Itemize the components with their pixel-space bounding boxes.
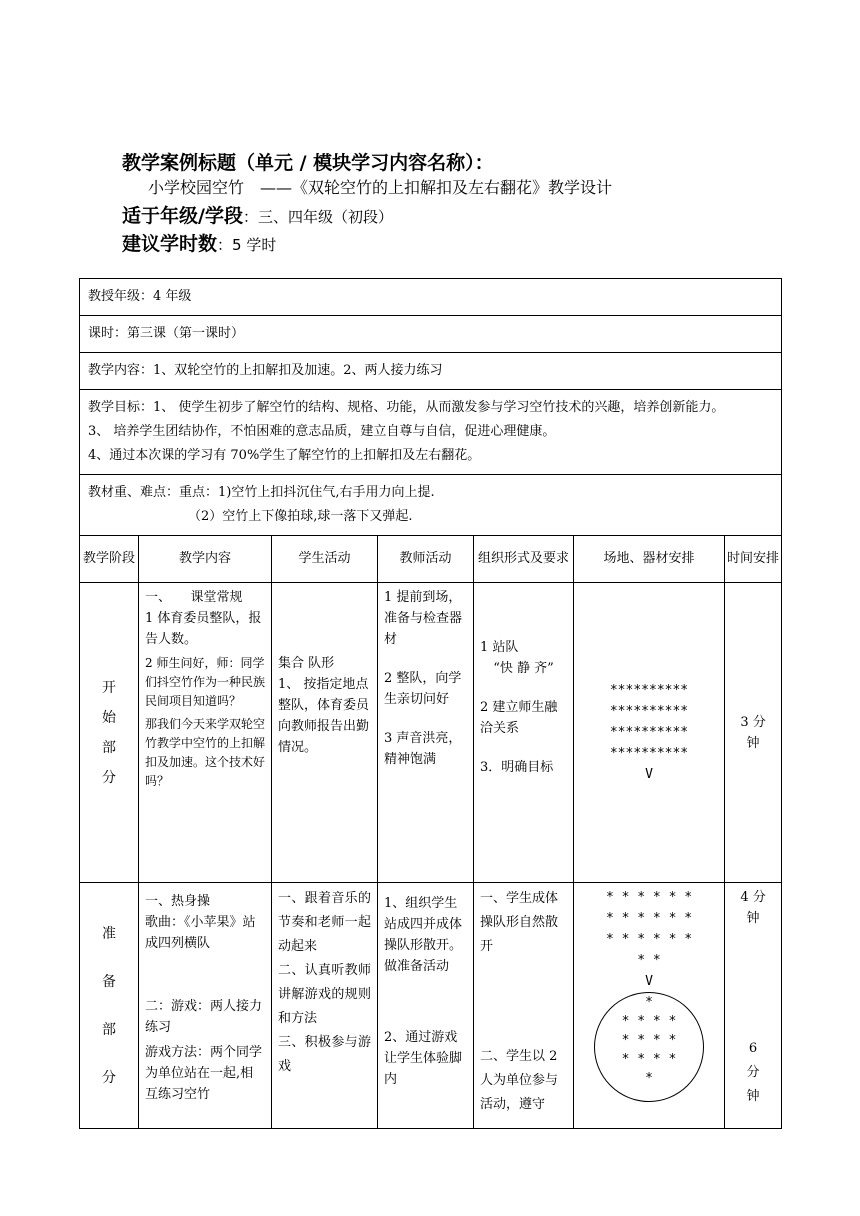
circle-stars: * * * * * * * * * * * * * *: [621, 995, 677, 1086]
teacher-cell: [378, 883, 474, 1129]
formation-row: * * * * * *: [605, 911, 693, 926]
student-cell: [272, 883, 378, 1129]
org-line: 2 建立师生融洽关系: [480, 700, 558, 736]
lesson-plan-table: [79, 278, 782, 1129]
content-cell: [139, 583, 272, 883]
hours-line: [122, 229, 276, 256]
content-line: 2 师生问好，师：同学们抖空竹作为一种民族民间项目知道吗？: [145, 656, 266, 708]
key-point-1: 教材重、难点：重点：1)空竹上扣抖沉住气,右手用力向上提.: [88, 485, 435, 500]
teacher-line: 1 提前到场，准备与检查器材: [384, 590, 463, 647]
time-game: 6 分钟: [746, 1041, 760, 1104]
teacher-line: 3 声音洪亮，精神饱满: [384, 731, 462, 767]
content-cell: [139, 883, 272, 1129]
table-row: [80, 583, 782, 883]
formation-row: * * * * * *: [605, 932, 693, 947]
content-row: 教学内容：1、双轮空竹的上扣解扣及加速。2、两人接力练习: [80, 353, 782, 390]
time-cell: [725, 883, 782, 1129]
org-line: 1 站队: [480, 640, 519, 655]
student-line: 三、积极参与游戏: [278, 1035, 371, 1074]
content-line: 歌曲：《小苹果》站成四列横队: [145, 915, 256, 951]
lesson-row: 课时：第三课（第一课时）: [80, 316, 782, 353]
formation-row: **********: [609, 725, 689, 740]
col-org: 组织形式及要求: [474, 536, 574, 583]
col-content: 教学内容: [139, 536, 272, 583]
grade-label: 适于年级/学段: [122, 205, 243, 227]
teach-grade-row: 教授年级：4 年级: [80, 279, 782, 316]
phase-prepare: 准备部分: [80, 883, 139, 1129]
goal-3: 3、 培养学生团结协作，不怕困难的意志品质，建立自尊与自信，促进心理健康。: [88, 424, 556, 439]
teacher-cell: [378, 583, 474, 883]
col-student: 学生活动: [272, 536, 378, 583]
hours-label: 建议学时数: [122, 233, 218, 255]
field-cell: [574, 883, 725, 1129]
grade-value: ：三、四年级（初段）: [242, 208, 393, 226]
student-cell: [272, 583, 378, 883]
student-line: 集合 队形: [278, 656, 335, 671]
teacher-line: 2 整队，向学生亲切问好: [384, 671, 462, 707]
time-warmup: 4 分钟: [740, 890, 766, 926]
case-title: 教学案例标题（单元 / 模块学习内容名称）：: [122, 152, 494, 174]
col-phase: 教学阶段: [80, 536, 139, 583]
org-cell: [474, 583, 574, 883]
key-points-row: [80, 475, 782, 536]
content-line: 1 体育委员整队，报告人数。: [145, 611, 262, 647]
org-cell: [474, 883, 574, 1129]
formation-row: **********: [609, 746, 689, 761]
teacher-line: 1、组织学生站成四并成体操队形散开。做准备活动: [384, 896, 463, 974]
goals-row: [80, 390, 782, 475]
col-field: 场地、器材安排: [574, 536, 725, 583]
content-line: 游戏方法：两个同学为单位站在一起,相互练习空竹: [145, 1045, 263, 1102]
grade-line: [122, 201, 393, 228]
field-cell: [574, 583, 725, 883]
formation-row: * * * * * *: [605, 890, 693, 905]
teacher-marker: V: [645, 974, 653, 989]
case-subtitle: 小学校园空竹 ——《双轮空竹的上扣解扣及左右翻花》教学设计: [148, 178, 613, 197]
student-line: 1、 按指定地点整队，体育委员向教师报告出勤情况。: [278, 677, 370, 755]
content-line: 那我们今天来学双轮空竹教学中空竹的上扣解扣及加速。这个技术好吗？: [145, 717, 266, 788]
table-row: [80, 883, 782, 1129]
org-line: 3．明确目标: [480, 760, 554, 775]
org-line: 一、学生成体操队形自然散开: [480, 891, 559, 954]
time-cell: 3 分钟: [725, 583, 782, 883]
student-line: 二、认真听教师讲解游戏的规则和方法: [278, 963, 371, 1026]
formation-row: * *: [637, 953, 661, 968]
column-header-row: [80, 536, 782, 583]
goal-1: 教学目标：1、 使学生初步了解空竹的结构、规格、功能，从而激发参与学习空竹技术的兴趣，培养创新能力。: [88, 400, 725, 415]
circle-formation: [594, 992, 704, 1102]
content-line: 一、 课堂常规: [145, 590, 243, 605]
student-line: 一、跟着音乐的节奏和老师一起动起来: [278, 891, 371, 954]
formation-row: **********: [609, 704, 689, 719]
formation-row: **********: [609, 683, 689, 698]
content-line: 二：游戏：两人接力练习: [145, 999, 263, 1035]
org-line: 二、学生以 2 人为单位参与活动，遵守: [480, 1049, 559, 1112]
key-point-2: （2）空竹上下像拍球,球一落下又弹起.: [188, 509, 413, 524]
goal-4: 4、通过本次课的学习有 70%学生了解空竹的上扣解扣及左右翻花。: [88, 448, 481, 463]
hours-value: ：5 学时: [217, 236, 277, 254]
content-line: 一、热身操: [145, 894, 211, 909]
teacher-marker: V: [645, 767, 653, 782]
col-time: 时间安排: [725, 536, 782, 583]
teacher-line: 2、通过游戏让学生体验脚内: [384, 1030, 463, 1087]
phase-start: 开始部分: [80, 583, 139, 883]
org-line: “快 静 齐”: [493, 661, 554, 676]
col-teacher: 教师活动: [378, 536, 474, 583]
